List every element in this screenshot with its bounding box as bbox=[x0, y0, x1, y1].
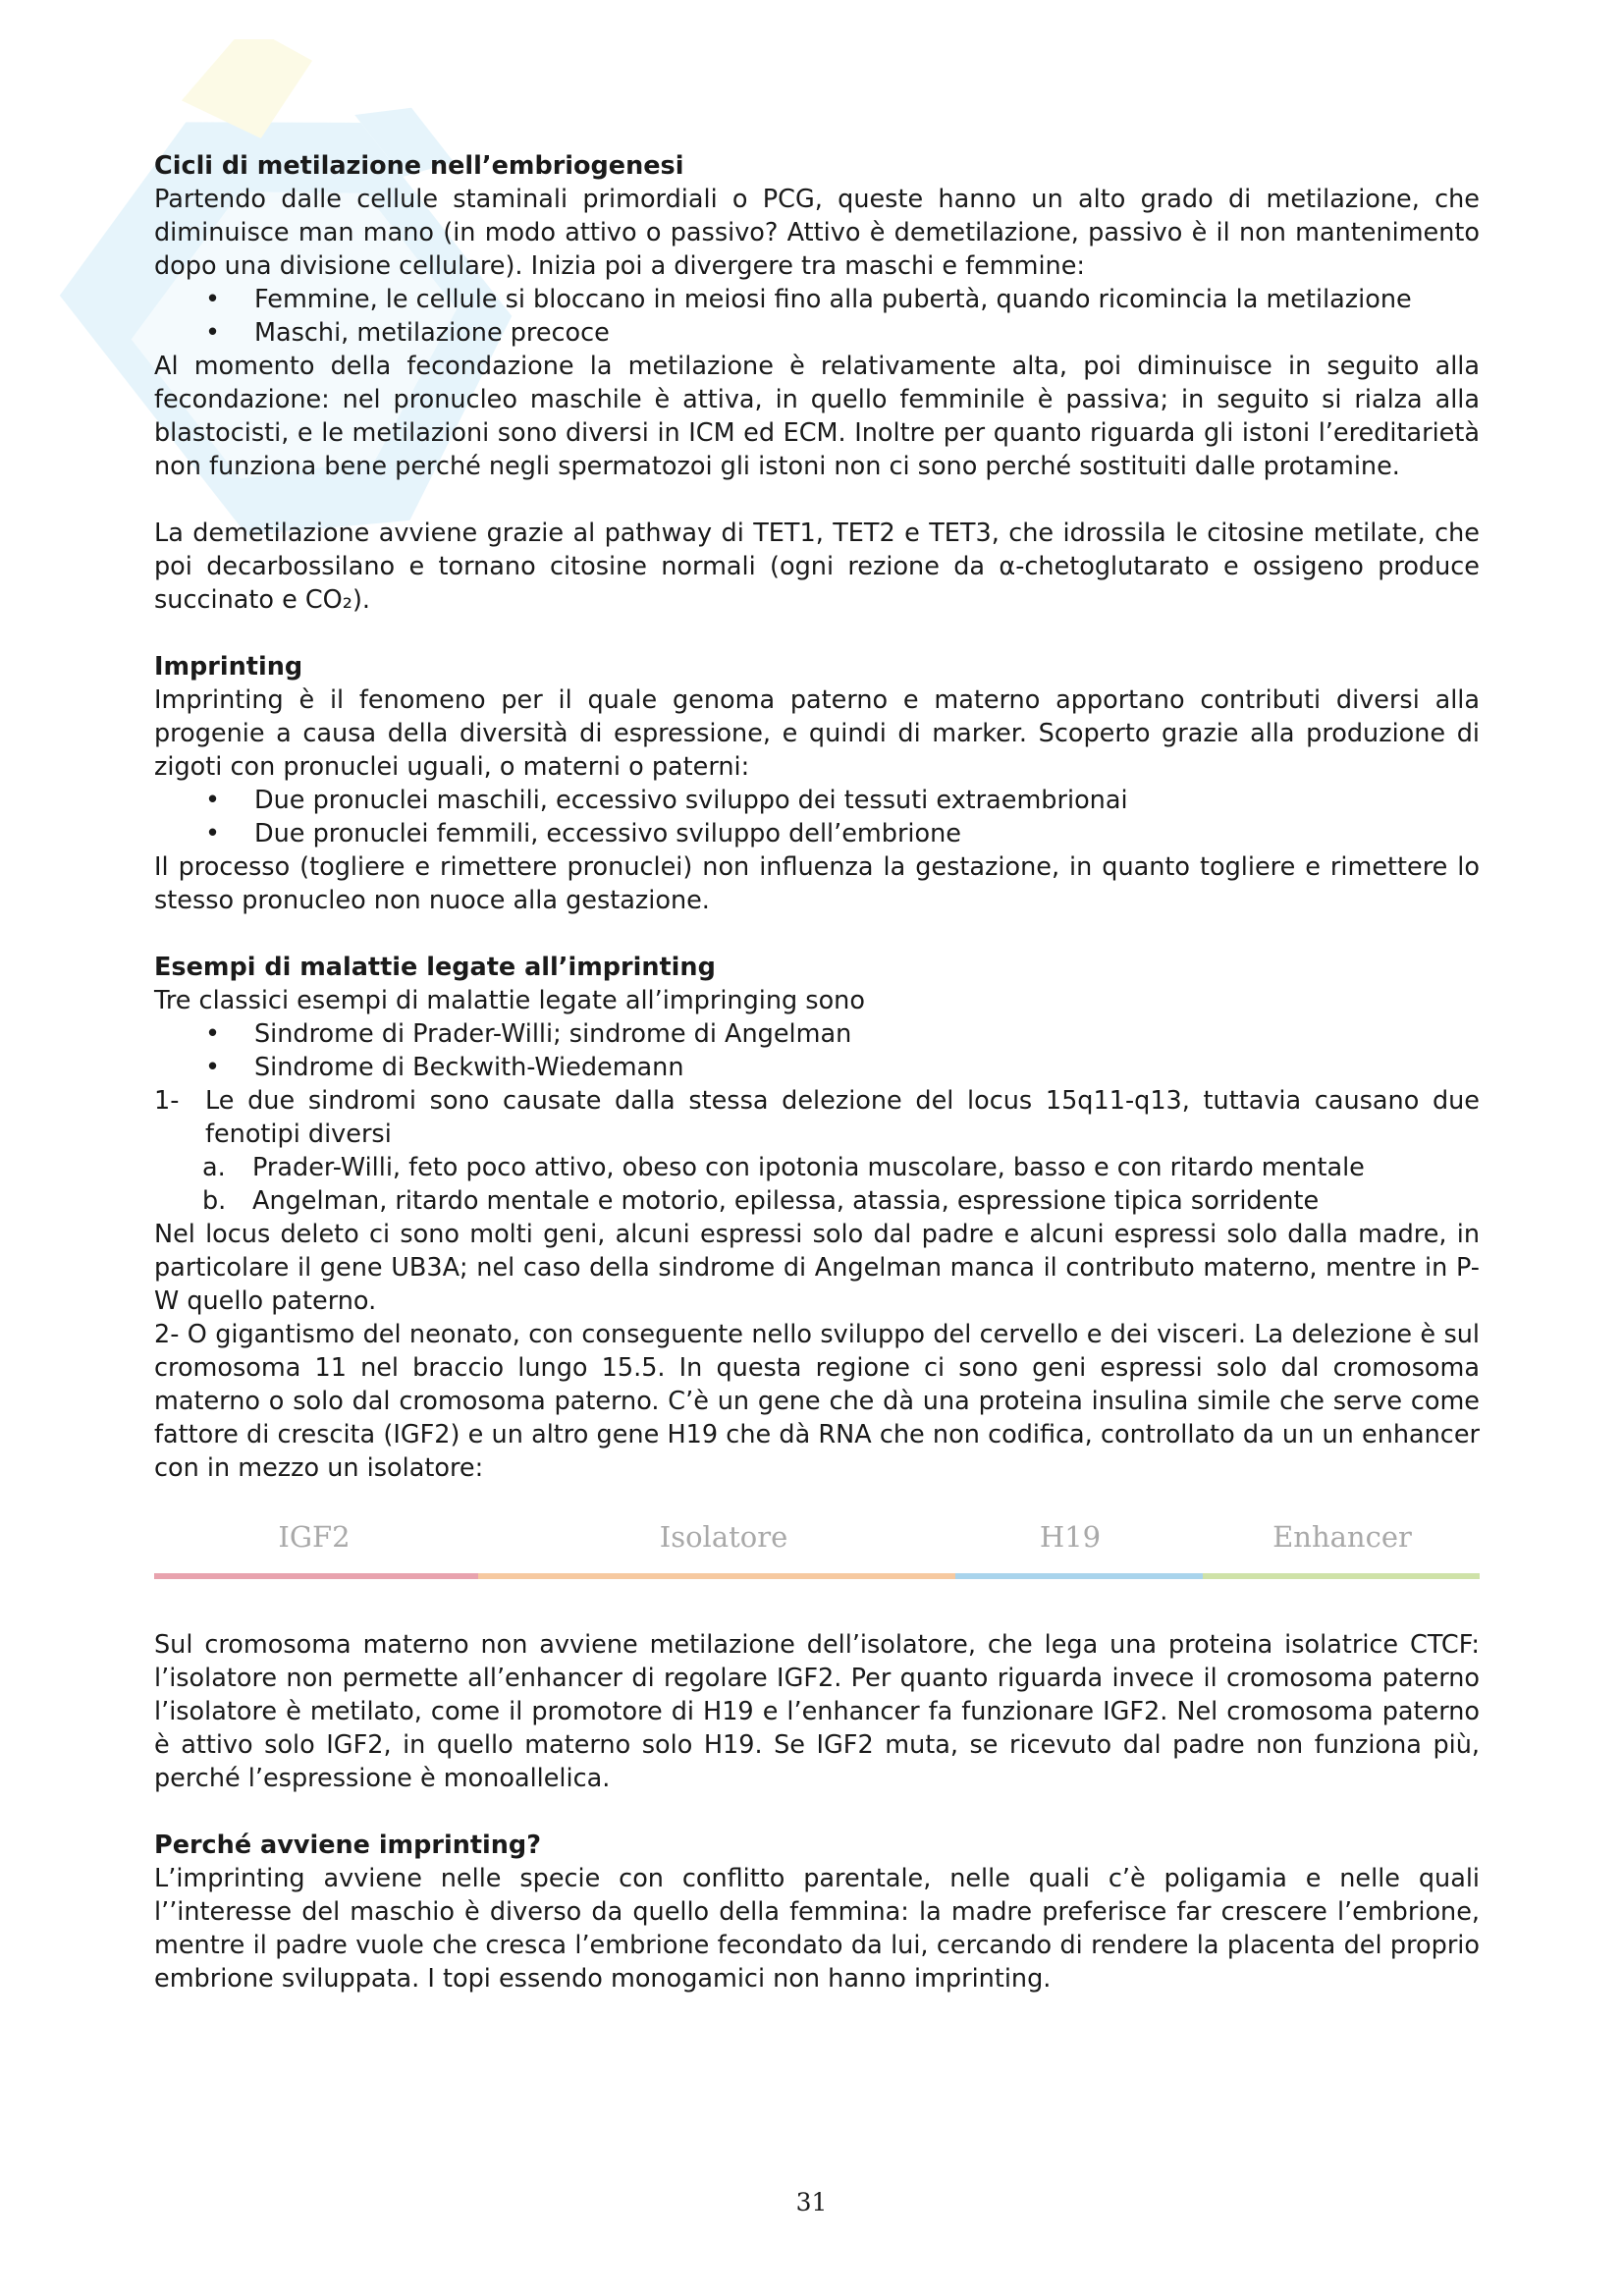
list-item: • Due pronuclei maschili, eccessivo sviluppo dei tessuti extraembrionai bbox=[154, 784, 1480, 817]
paragraph: Imprinting è il fenomeno per il quale genoma paterno e materno apportano contributi diversi alla progenie a causa della diversità di espressione, e quindi di marker. Scoperto grazie alla produzione di zigoti con pronuclei uguali, o materni o paterni: bbox=[154, 685, 1480, 782]
list-item bbox=[154, 1184, 1480, 1218]
bullet-list bbox=[154, 1017, 1480, 1084]
diagram-label-h19: H19 bbox=[1039, 1520, 1102, 1554]
paragraph: 2- O gigantismo del neonato, con conseguente nello sviluppo del cervello e dei visceri. La delezione è sul cromosoma 11 nel braccio lungo 15.5. In questa regione ci sono geni espressi solo dal cromosoma materno o solo dal cromosoma paterno. C’è un gene che dà una proteina insulina simile che serve come fattore di crescita (IGF2) e un altro gene H19 che dà RNA che non codifica, controllato da un un enhancer con in mezzo un isolatore: bbox=[154, 1320, 1480, 1483]
list-item: • Sindrome di Prader-Willi; sindrome di Angelman bbox=[154, 1017, 1480, 1051]
bullet-list bbox=[154, 283, 1480, 350]
gene-diagram bbox=[154, 1485, 1480, 1628]
list-marker: b. bbox=[202, 1186, 227, 1216]
list-item-text: Prader-Willi, feto poco attivo, obeso con ipotonia muscolare, basso e con ritardo mentale bbox=[252, 1153, 1365, 1182]
diagram-bar-isolatore bbox=[478, 1573, 955, 1579]
list-item-text: Angelman, ritardo mentale e motorio, epilessa, atassia, espressione tipica sorridente bbox=[252, 1186, 1320, 1216]
list-marker: 1- bbox=[154, 1086, 180, 1116]
paragraph: Sul cromosoma materno non avviene metilazione dell’isolatore, che lega una proteina isolatrice CTCF: l’isolatore non permette all’enhancer di regolare IGF2. Per quanto riguarda invece il cromosoma paterno l’isolatore è metilato, come il promotore di H19 e l’enhancer fa funzionare IGF2. Nel cromosoma paterno è attivo solo IGF2, in quello materno solo H19. Se IGF2 muta, se ricevuto dal padre non funziona più, perché l’espressione è monoallelica. bbox=[154, 1630, 1480, 1793]
page-number: 31 bbox=[795, 2188, 828, 2216]
bullet-list bbox=[154, 784, 1480, 850]
diagram-label-isolatore: Isolatore bbox=[659, 1520, 788, 1554]
section-heading: Imprinting bbox=[154, 652, 303, 682]
list-item-text: Le due sindromi sono causate dalla stessa delezione del locus 15q11-q13, tuttavia causano due fenotipi diversi bbox=[205, 1086, 1480, 1149]
list-item: • Due pronuclei femmili, eccessivo sviluppo dell’embrione bbox=[154, 817, 1480, 850]
list-item: • Maschi, metilazione precoce bbox=[154, 316, 1480, 350]
diagram-label-igf2: IGF2 bbox=[278, 1520, 351, 1554]
paragraph: La demetilazione avviene grazie al pathway di TET1, TET2 e TET3, che idrossila le citosine metilate, che poi decarbossilano e tornano citosine normali (ogni rezione da α-chetoglutarato e ossigeno produce succinato e CO₂). bbox=[154, 519, 1480, 615]
paragraph: L’imprinting avviene nelle specie con conflitto parentale, nelle quali c’è poligamia e nelle quali l’’interesse del maschio è diverso da quello della femmina: la madre preferisce far crescere l’embrione, mentre il padre vuole che cresca l’embrione fecondato da lui, cercando di rendere la placenta del proprio embrione sviluppata. I topi essendo monogamici non hanno imprinting. bbox=[154, 1864, 1480, 1994]
list-item bbox=[154, 1151, 1480, 1184]
diagram-bar-enhancer bbox=[1203, 1573, 1480, 1579]
paragraph: Il processo (togliere e rimettere pronuclei) non influenza la gestazione, in quanto togliere e rimettere lo stesso pronucleo non nuoce alla gestazione. bbox=[154, 852, 1480, 915]
section-heading: Esempi di malattie legate all’imprinting bbox=[154, 953, 716, 982]
diagram-bar-igf2 bbox=[154, 1573, 478, 1579]
list-item bbox=[154, 1084, 1480, 1151]
list-item: • Femmine, le cellule si bloccano in meiosi fino alla pubertà, quando ricomincia la metilazione bbox=[154, 283, 1480, 316]
diagram-label-enhancer: Enhancer bbox=[1272, 1520, 1412, 1554]
section-heading: Perché avviene imprinting? bbox=[154, 1831, 541, 1860]
diagram-bar-h19 bbox=[955, 1573, 1203, 1579]
paragraph: Al momento della fecondazione la metilazione è relativamente alta, poi diminuisce in seguito alla fecondazione: nel pronucleo maschile è attiva, in quello femminile è passiva; in seguito si rialza alla blastocisti, e le metilazioni sono diversi in ICM ed ECM. Inoltre per quanto riguarda gli istoni l’ereditarietà non funziona bene perché negli spermatozoi gli istoni non ci sono perché sostituiti dalle protamine. bbox=[154, 352, 1480, 481]
paragraph: Partendo dalle cellule staminali primordiali o PCG, queste hanno un alto grado di metilazione, che diminuisce man mano (in modo attivo o passivo? Attivo è demetilazione, passivo è il non mantenimento dopo una divisione cellulare). Inizia poi a divergere tra maschi e femmine: bbox=[154, 185, 1480, 281]
section-heading: Cicli di metilazione nell’embriogenesi bbox=[154, 151, 684, 181]
paragraph: Tre classici esempi di malattie legate all’impringing sono bbox=[154, 986, 865, 1015]
paragraph: Nel locus deleto ci sono molti geni, alcuni espressi solo dal padre e alcuni espressi solo dalla madre, in particolare il gene UB3A; nel caso della sindrome di Angelman manca il contributo materno, mentre in P-W quello paterno. bbox=[154, 1220, 1480, 1316]
list-item: • Sindrome di Beckwith-Wiedemann bbox=[154, 1051, 1480, 1084]
sub-list bbox=[154, 1151, 1480, 1218]
numbered-list bbox=[154, 1084, 1480, 1151]
list-marker: a. bbox=[202, 1153, 226, 1182]
document-body bbox=[154, 149, 1480, 1995]
